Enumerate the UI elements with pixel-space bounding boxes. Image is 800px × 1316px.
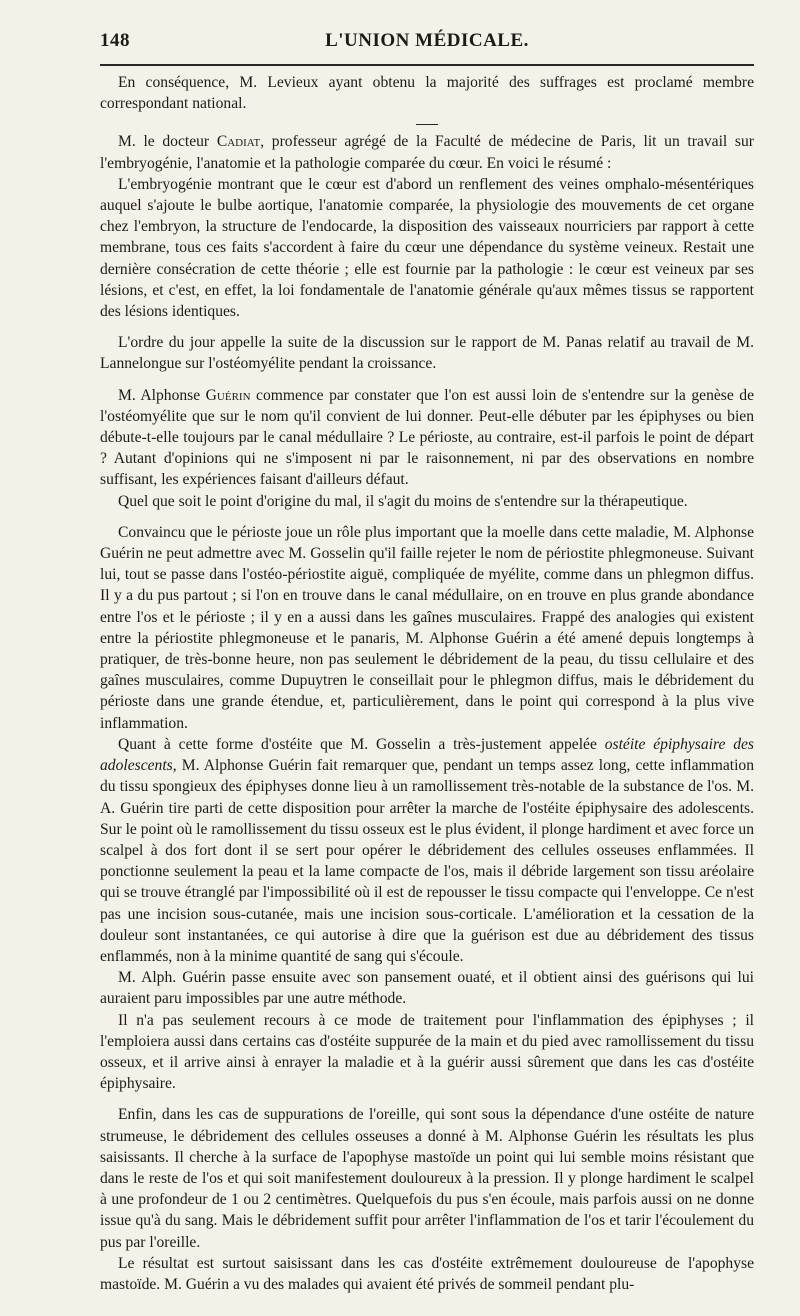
page-number: 148 [100,30,130,51]
author-name-guerin: Guérin [205,386,251,404]
paragraph-dressing: M. Alph. Guérin passe ensuite avec son pansement ouaté, et il obtient ainsi des guérisons qui lui auraient paru impossibles par une autre méthode. [100,969,754,1008]
paragraph-election-result: En conséquence, M. Levieux ayant obtenu la majorité des suffrages est proclamé membre correspondant national. [100,74,754,113]
paragraph-text: Quant à cette forme d'ostéite que M. Gosselin a très-justement appelée [118,735,605,753]
paragraph-ear-suppuration: Enfin, dans les cas de suppurations de l'oreille, qui sont sous la dépendance d'une ostéite de nature strumeuse, le débridement des cellules osseuses a donné à M. Alphonse Guérin les résultats les plus saisissants. Il cherche à la surface de l'apophyse mastoïde un point qui lui semble moins résistant que dans le reste de l'os et qui soit manifestement douloureux à la pression. Il y plonge hardiment le scalpel à une profondeur de 1 ou 2 centimètres. Quelquefois du pus s'en écoule, mais parfois aussi on ne donne issue qu'à du sang. Mais le débridement suffit pour arrêter l'inflammation de l'os et tarir l'écoulement du pus par l'oreille. [100,1106,754,1251]
page-header [100,26,754,62]
paragraph-text: M. Alphonse [118,386,206,404]
running-title: L'UNION MÉDICALE. [325,30,529,51]
paragraph-therapeutics: Quel que soit le point d'origine du mal, il s'agit du moins de s'entendre sur la thérapeutique. [118,492,688,510]
paragraph-text: , M. Alphonse Guérin fait remarquer que, pendant un temps assez long, cette inflammation du tissu spongieux des épiphyses donne lieu à un ramollissement très-notable de la substance de l'os. M. A. Guérin tire parti de cette disposition pour arrêter la marche de l'ostéite épiphysaire des adolescents. Sur le point où le ramollissement du tissu osseux est le plus évident, il plonge hardiment et avec force un scalpel à dos fort dont il se sert pour opérer le débridement des cellules osseuses enflammées. Il ponctionne seulement la peau et la lame compacte de l'os, mais il débride largement son tissu aréolaire qui se trouve étranglé par l'impossibilité où il est de repousser le tissu compacte qui l'enveloppe. Ce n'est pas une incision sous-cutanée, mais une incision sous-corticale. L'amélioration et la cessation de la douleur sont instantanées, ce qui autorise à dire que la guérison est due au débridement des tissus enflammés, non à la minime quantité de sang qui s'écoule. [100,757,754,965]
paragraph-order-of-day: L'ordre du jour appelle la suite de la discussion sur le rapport de M. Panas relatif au travail de M. Lannelongue sur l'ostéomyélite pendant la croissance. [100,334,754,373]
paragraph-guerin-intro [100,385,754,491]
section-divider [416,124,438,125]
italic-term: ostéite épiphysaire des adolescents [100,735,754,775]
paragraph-other-uses: Il n'a pas seulement recours à ce mode de traitement pour l'inflammation des épiphyses ; il l'emploiera aussi dans certains cas d'ostéite suppurée de la main et du pied avec ramollissement du tissu osseux, et il arrive ainsi à enrayer la maladie et à la guérir aussi sûrement que dans les cas d'ostéite épiphysaire. [100,1011,754,1093]
paragraph-text: M. le docteur [118,133,217,151]
paragraph-cadiat-intro [100,131,754,173]
article-body [100,72,754,1295]
paragraph-cadiat-summary: L'embryogénie montrant que le cœur est d'abord un renflement des veines omphalo-mésentériques auquel s'ajoute le bulbe aortique, l'anatomie comparée, la physiologie des mouvements de cet organe chez l'embryon, la structure de l'endocarde, la disposition des vaisseaux nourriciers par rapport à cette membrane, tous ces faits s'accordent à faire du cœur une dépendance du système veineux. Restait une dernière consécration de cette théorie ; elle est fournie par la pathologie : le cœur est veineux par ses lésions, et c'est, en effet, la loi fondamentale de l'anatomie générale qu'aux mêmes tissus se rapportent des lésions identiques. [100,175,754,321]
paragraph-text: commence par constater que l'on est aussi loin de s'entendre sur la genèse de l'ostéomyélite que sur le nom qu'il convient de lui donner. Peut-elle débuter par les épiphyses ou bien débute-t-elle toujours par le canal médullaire ? Le périoste, au contraire, est-il parfois le point de départ ? Autant d'opinions qui ne s'imposent ni par le raisonnement, ni par des observations en nombre suffisant, les expériences faisant d'ailleurs défaut. [100,386,754,489]
header-rule [100,64,754,66]
paragraph-text: , professeur agrégé de la Faculté de médecine de Paris, lit un travail sur l'embryogénie, l'anatomie et la pathologie comparée du cœur. En voici le résumé : [100,133,754,172]
paragraph-periosteum: Convaincu que le périoste joue un rôle plus important que la moelle dans cette maladie, M. Alphonse Guérin ne peut admettre avec M. Gosselin qu'il faille rejeter le nom de périostite phlegmoneuse. Suivant lui, tout se passe dans l'ostéo-périostite aiguë, compliquée de myélite, comme dans un phlegmon diffus. Il y a du pus partout ; si l'on en trouve dans le canal médullaire, on en trouve en plus grande abondance entre l'os et le périoste ; il y en a aussi dans les gaînes musculaires. Frappé des analogies qui existent entre la périostite phlegmoneuse et le panaris, M. Alphonse Guérin a été amené depuis longtemps à pratiquer, de très-bonne heure, non pas seulement le débridement de la peau, du tissu cellulaire et des gaînes musculaires, comme Dupuytren le conseillait pour le phlegmon diffus, mais le débridement du périoste dans une grande étendue, et, particulièrement, dans le point qui correspond à la plus vive inflammation. [100,523,754,732]
author-name-cadiat: Cadiat [216,133,261,151]
paragraph-epiphyseal-osteitis [100,734,754,967]
paragraph-mastoid: Le résultat est surtout saisissant dans les cas d'ostéite extrêmement douloureuse de l'apophyse mastoïde. M. Guérin a vu des malades qui avaient été privés de sommeil pendant plu- [100,1254,754,1293]
